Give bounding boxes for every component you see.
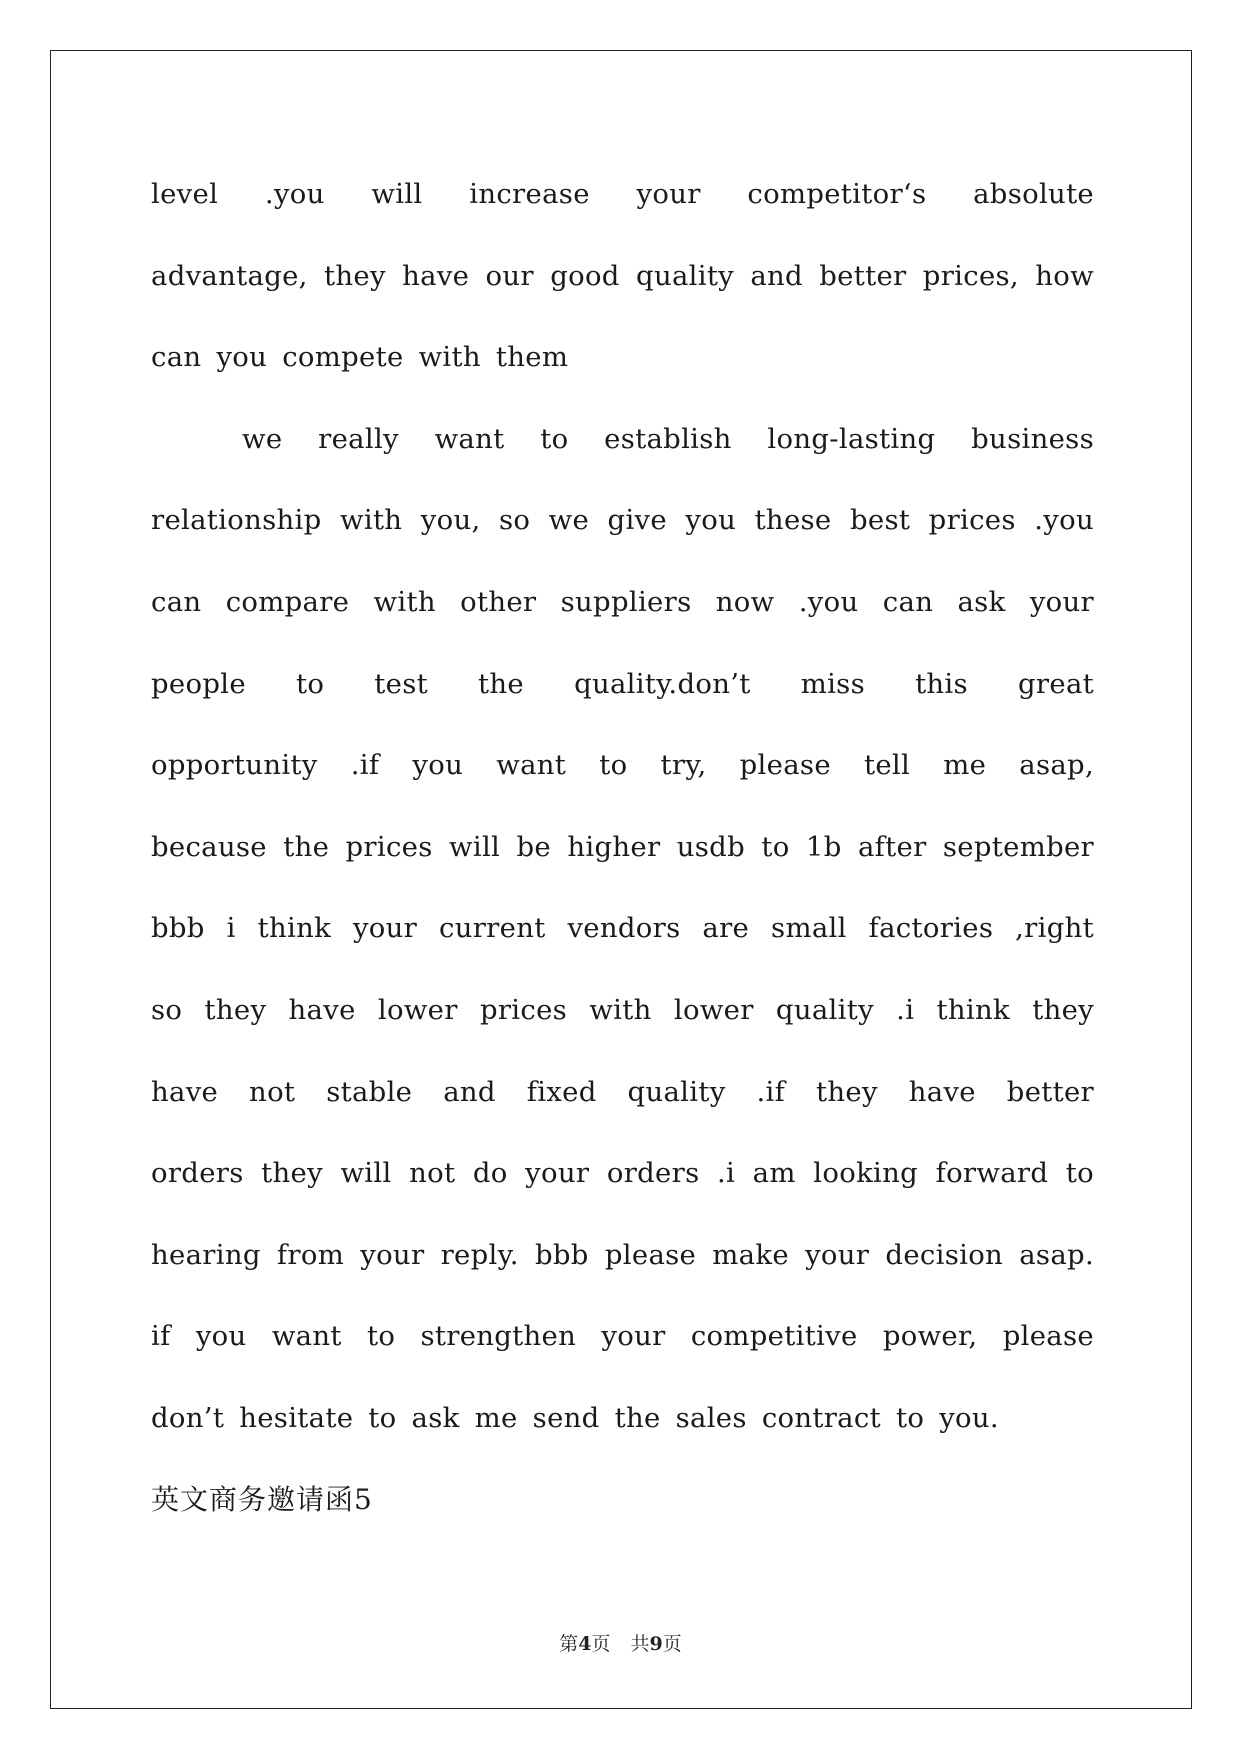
body-line: hearing from your reply. bbb please make your decision asap.	[151, 1238, 1094, 1271]
footer-prefix: 第	[559, 1633, 579, 1655]
body-line: so they have lower prices with lower quality .i think they	[151, 993, 1094, 1026]
document-body	[151, 158, 1094, 1545]
paragraph-start-line: we really want to establish long-lasting business	[242, 422, 1094, 455]
body-line: bbb i think your current vendors are small factories ,right	[151, 912, 1094, 945]
body-line: relationship with you, so we give you these best prices .you	[151, 504, 1094, 537]
body-line: orders they will not do your orders .i am looking forward to	[151, 1157, 1094, 1190]
footer-total-prefix: 共	[630, 1633, 650, 1655]
body-line: if you want to strengthen your competitive power, please	[151, 1320, 1094, 1353]
body-line: have not stable and fixed quality .if they have better	[151, 1075, 1094, 1108]
page-number: 4	[578, 1633, 592, 1655]
body-line: opportunity .if you want to try, please tell me asap,	[151, 749, 1094, 782]
total-pages: 9	[649, 1633, 663, 1655]
page-footer	[0, 1629, 1241, 1656]
footer-total-suffix: 页	[662, 1633, 682, 1655]
body-line: level .you will increase your competitor‘s absolute	[151, 178, 1094, 210]
footer-page-suffix: 页	[591, 1633, 611, 1655]
body-line: people to test the quality.don’t miss this great	[151, 667, 1094, 700]
body-line: can you compete with them	[151, 341, 569, 374]
body-line: because the prices will be higher usdb to 1b after september	[151, 830, 1094, 863]
body-line: can compare with other suppliers now .you can ask your	[151, 585, 1094, 618]
body-line: advantage, they have our good quality and better prices, how	[151, 259, 1094, 292]
body-line: don’t hesitate to ask me send the sales contract to you.	[151, 1401, 999, 1434]
section-heading: 英文商务邀请函5	[151, 1482, 373, 1516]
